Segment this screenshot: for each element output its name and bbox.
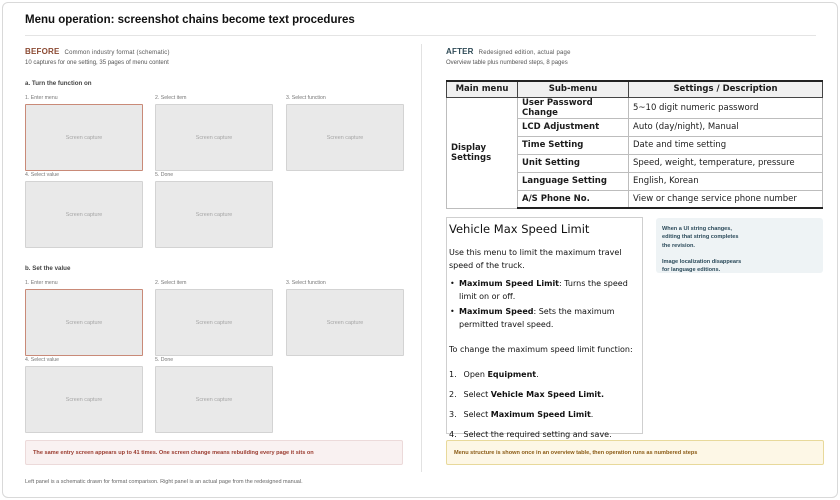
- bullet-term: Maximum Speed: [459, 307, 534, 316]
- procedure-heading: Vehicle Max Speed Limit: [449, 222, 590, 236]
- table-row: [447, 97, 823, 118]
- localization-callout: [656, 218, 823, 273]
- description-cell: View or change service phone number: [629, 190, 823, 208]
- step-label: 4. Select value: [25, 172, 60, 178]
- page-title: Menu operation: screenshot chains become text procedures: [25, 14, 355, 26]
- description-cell: 5~10 digit numeric password: [629, 97, 823, 118]
- callout-line: Image localization disappears: [662, 258, 742, 265]
- after-tag: AFTER: [446, 47, 474, 56]
- sub-menu-cell: LCD Adjustment: [518, 118, 629, 136]
- callout-line: When a UI string changes,: [662, 226, 732, 232]
- before-note: The same entry screen appears up to 41 times. One screen change means rebuilding every page it sits on: [25, 440, 403, 465]
- after-header: [446, 47, 571, 56]
- step-bold: Equipment: [487, 370, 537, 379]
- before-tag: BEFORE: [25, 47, 60, 56]
- screen-capture-placeholder: Screen capture: [155, 181, 273, 248]
- after-desc: Redesigned edition, actual page: [478, 50, 571, 56]
- sub-menu-cell: Time Setting: [518, 136, 629, 154]
- bullet-text: : Turns the speed limit on or off.: [459, 279, 628, 301]
- after-note: Menu structure is shown once in an overview table, then operation runs as numbered steps: [446, 440, 824, 465]
- list-item: [449, 305, 642, 331]
- procedure-page: [446, 217, 643, 439]
- screen-capture-placeholder: Screen capture: [25, 366, 143, 433]
- table-header: Settings / Description: [629, 81, 823, 97]
- description-cell: Date and time setting: [629, 136, 823, 154]
- description-cell: Auto (day/night), Manual: [629, 118, 823, 136]
- description-cell: Speed, weight, temperature, pressure: [629, 154, 823, 172]
- screen-capture-placeholder: Screen capture: [25, 181, 143, 248]
- step-text: Select the required setting and save.: [463, 430, 612, 439]
- step-text: Open: [463, 370, 488, 379]
- screen-capture-placeholder: Screen capture: [155, 289, 273, 356]
- step-text: .: [536, 370, 539, 379]
- after-subtitle: Overview table plus numbered steps, 8 pages: [446, 60, 568, 66]
- step-number: 3.: [449, 410, 457, 419]
- main-menu-cell: Display Settings: [447, 97, 518, 208]
- procedure-steps-intro: To change the maximum speed limit function:: [449, 345, 633, 354]
- step-label: 1. Enter menu: [25, 95, 58, 101]
- step-text: Select: [463, 410, 491, 419]
- step-text: Select: [463, 390, 491, 399]
- list-item: [449, 277, 642, 303]
- procedure-intro: Use this menu to limit the maximum travel speed of the truck.: [449, 248, 622, 270]
- step-number: 1.: [449, 370, 457, 379]
- screen-capture-placeholder: Screen capture: [25, 289, 143, 356]
- section-b-label: b. Set the value: [25, 265, 71, 272]
- table-header: Main menu: [447, 81, 518, 97]
- step-label: 3. Select function: [286, 95, 326, 101]
- section-a-label: a. Turn the function on: [25, 80, 92, 87]
- step-bold: Vehicle Max Speed Limit.: [490, 390, 605, 399]
- screen-capture-placeholder: Screen capture: [25, 104, 143, 171]
- step-number: 2.: [449, 390, 457, 399]
- procedure-steps: [449, 368, 642, 441]
- callout-line: for language editions.: [662, 267, 721, 274]
- step-text: .: [590, 410, 594, 419]
- title-divider: [25, 35, 816, 36]
- sub-menu-cell: A/S Phone No.: [518, 190, 629, 208]
- screen-capture-placeholder: Screen capture: [155, 104, 273, 171]
- menu-overview-table: [446, 80, 823, 209]
- list-item: [449, 368, 642, 381]
- list-item: [449, 408, 642, 421]
- table-header: Sub-menu: [518, 81, 629, 97]
- step-label: 5. Done: [155, 357, 174, 363]
- bullet-text: : Sets the maximum permitted travel speed.: [459, 307, 615, 329]
- sub-menu-cell: Unit Setting: [518, 154, 629, 172]
- callout-line: the revision.: [662, 242, 695, 249]
- footer-caption: Left panel is a schematic drawn for format comparison. Right panel is an actual page from the redesigned manual.: [25, 479, 303, 485]
- bullet-term: Maximum Speed Limit: [459, 279, 560, 288]
- sub-menu-cell: User Password Change: [518, 97, 629, 118]
- step-label: 2. Select item: [155, 95, 187, 101]
- screen-capture-placeholder: Screen capture: [286, 104, 404, 171]
- before-subtitle: 10 captures for one setting, 35 pages of menu content: [25, 60, 169, 66]
- step-number: 4.: [449, 430, 457, 439]
- step-label: 3. Select function: [286, 280, 326, 286]
- step-label: 1. Enter menu: [25, 280, 58, 286]
- step-label: 4. Select value: [25, 357, 60, 363]
- step-label: 5. Done: [155, 172, 174, 178]
- screen-capture-placeholder: Screen capture: [155, 366, 273, 433]
- description-cell: English, Korean: [629, 172, 823, 190]
- list-item: [449, 388, 642, 401]
- column-divider: [421, 44, 422, 472]
- screen-capture-placeholder: Screen capture: [286, 289, 404, 356]
- step-bold: Maximum Speed Limit: [490, 410, 591, 419]
- step-label: 2. Select item: [155, 280, 187, 286]
- before-header: [25, 47, 170, 56]
- procedure-bullets: [449, 277, 642, 331]
- callout-line: editing that string completes: [662, 234, 739, 241]
- before-desc: Common industry format (schematic): [64, 50, 170, 56]
- sub-menu-cell: Language Setting: [518, 172, 629, 190]
